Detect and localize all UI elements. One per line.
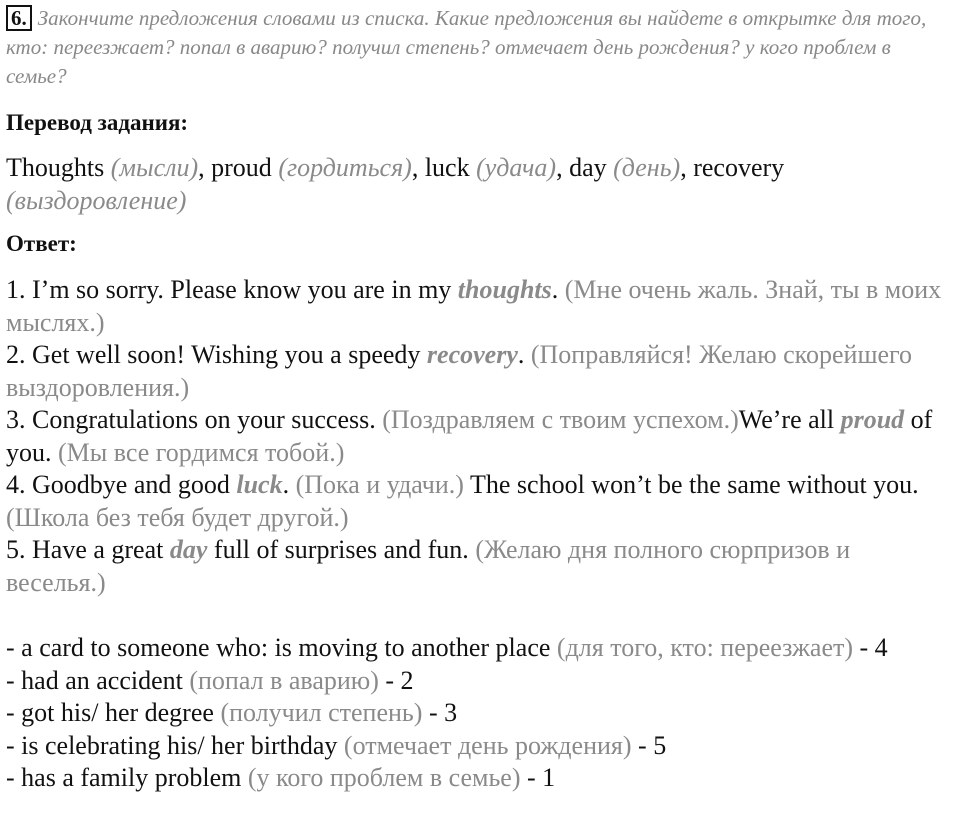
keyword: thoughts [457, 275, 552, 304]
card-number: - 2 [378, 665, 414, 695]
word-ru: (удача) [476, 153, 557, 182]
sentence-translation: (Поправляйся! Желаю скорейшего выздоровления.) [6, 340, 913, 402]
sentence-text: 1. I’m so sorry. Please know you are in my [6, 275, 458, 304]
card-line [6, 632, 956, 665]
card-line [6, 762, 956, 795]
answer-sentences [6, 274, 956, 599]
sentence-text: 2. Get well soon! Wishing you a speedy [6, 340, 427, 369]
word-en: luck [424, 153, 470, 182]
sentence-text: We’re all [738, 405, 841, 434]
word-list: Thoughts (мысли), proud (гордиться), luck (удача), day (день), recovery (выздоровление) [6, 153, 785, 215]
card-line [6, 665, 956, 698]
card-text: - is celebrating his/ her birthday [6, 730, 344, 760]
sentence-4 [6, 469, 956, 534]
word-ru: (гордиться) [278, 153, 412, 182]
sentence-translation: (Пока и удачи.) [289, 470, 464, 499]
word-ru: (мысли) [110, 153, 199, 182]
keyword: day [169, 535, 208, 564]
card-translation: (попал в аварию) [189, 665, 379, 695]
task-number: 6. [6, 5, 32, 31]
card-text: - a card to someone who: is moving to another place [6, 633, 557, 662]
card-text: - had an accident [6, 665, 190, 695]
sentence-2 [6, 339, 956, 404]
word-en: proud [211, 153, 272, 182]
word-ru: (выздоровление) [6, 185, 187, 215]
sentence-5 [6, 534, 956, 599]
keyword: luck [236, 470, 283, 499]
task-instruction [6, 4, 954, 91]
card-number: - 1 [520, 763, 556, 792]
card-text: - got his/ her degree [6, 698, 221, 727]
sentence-translation: (Школа без тебя будет другой.) [6, 502, 349, 532]
card-line [6, 697, 956, 730]
card-text: - has a family problem [6, 763, 248, 792]
sentence-text: The school won’t be the same without you. [463, 470, 919, 499]
sentence-text: . [551, 275, 559, 304]
keyword: recovery [426, 340, 518, 369]
sentence-translation: (Мы все гордимся тобой.) [58, 437, 345, 467]
card-number: - 3 [422, 698, 458, 727]
sentence-text: full of surprises and fun. [207, 535, 469, 564]
translation-heading: Перевод задания: [6, 110, 189, 135]
sentence-translation: (Мне очень жаль. Знай, ты в моих мыслях.) [6, 275, 942, 337]
sentence-3 [6, 404, 956, 469]
word-en: Thoughts [6, 153, 105, 182]
card-line [6, 730, 956, 763]
sentence-translation: (Поздравляем с твоим успехом.) [382, 405, 739, 434]
answer-heading: Ответ: [6, 231, 77, 256]
word-en: day [569, 153, 607, 182]
card-answers [6, 632, 956, 795]
sentence-text: of you. [6, 405, 933, 467]
sentence-text: 4. Goodbye and good [6, 470, 237, 499]
sentence-translation: (Желаю дня полного сюрпризов и веселья.) [6, 535, 851, 597]
sentence-text: 5. Have a great [6, 535, 170, 564]
word-ru: (день) [613, 153, 681, 182]
sentence-1 [6, 274, 956, 339]
keyword: proud [840, 405, 905, 434]
card-translation: (получил степень) [220, 698, 423, 727]
word-en: recovery [693, 153, 785, 182]
sentence-text: 3. Congratulations on your success. [6, 405, 383, 434]
card-number: - 5 [631, 730, 667, 760]
sentence-text: . [282, 470, 290, 499]
card-translation: (у кого проблем в семье) [247, 763, 521, 792]
task-text: Закончите предложения словами из списка. Какие предложения вы найдете в открытке для того, кто: переезжает? попал в аварию? получил степень? отмечает день рождения? у кого проблем в семье? [6, 6, 927, 88]
card-number: - 4 [853, 633, 888, 662]
sentence-text: . [517, 340, 525, 369]
card-translation: (для того, кто: переезжает) [556, 633, 854, 662]
card-translation: (отмечает день рождения) [343, 730, 632, 760]
